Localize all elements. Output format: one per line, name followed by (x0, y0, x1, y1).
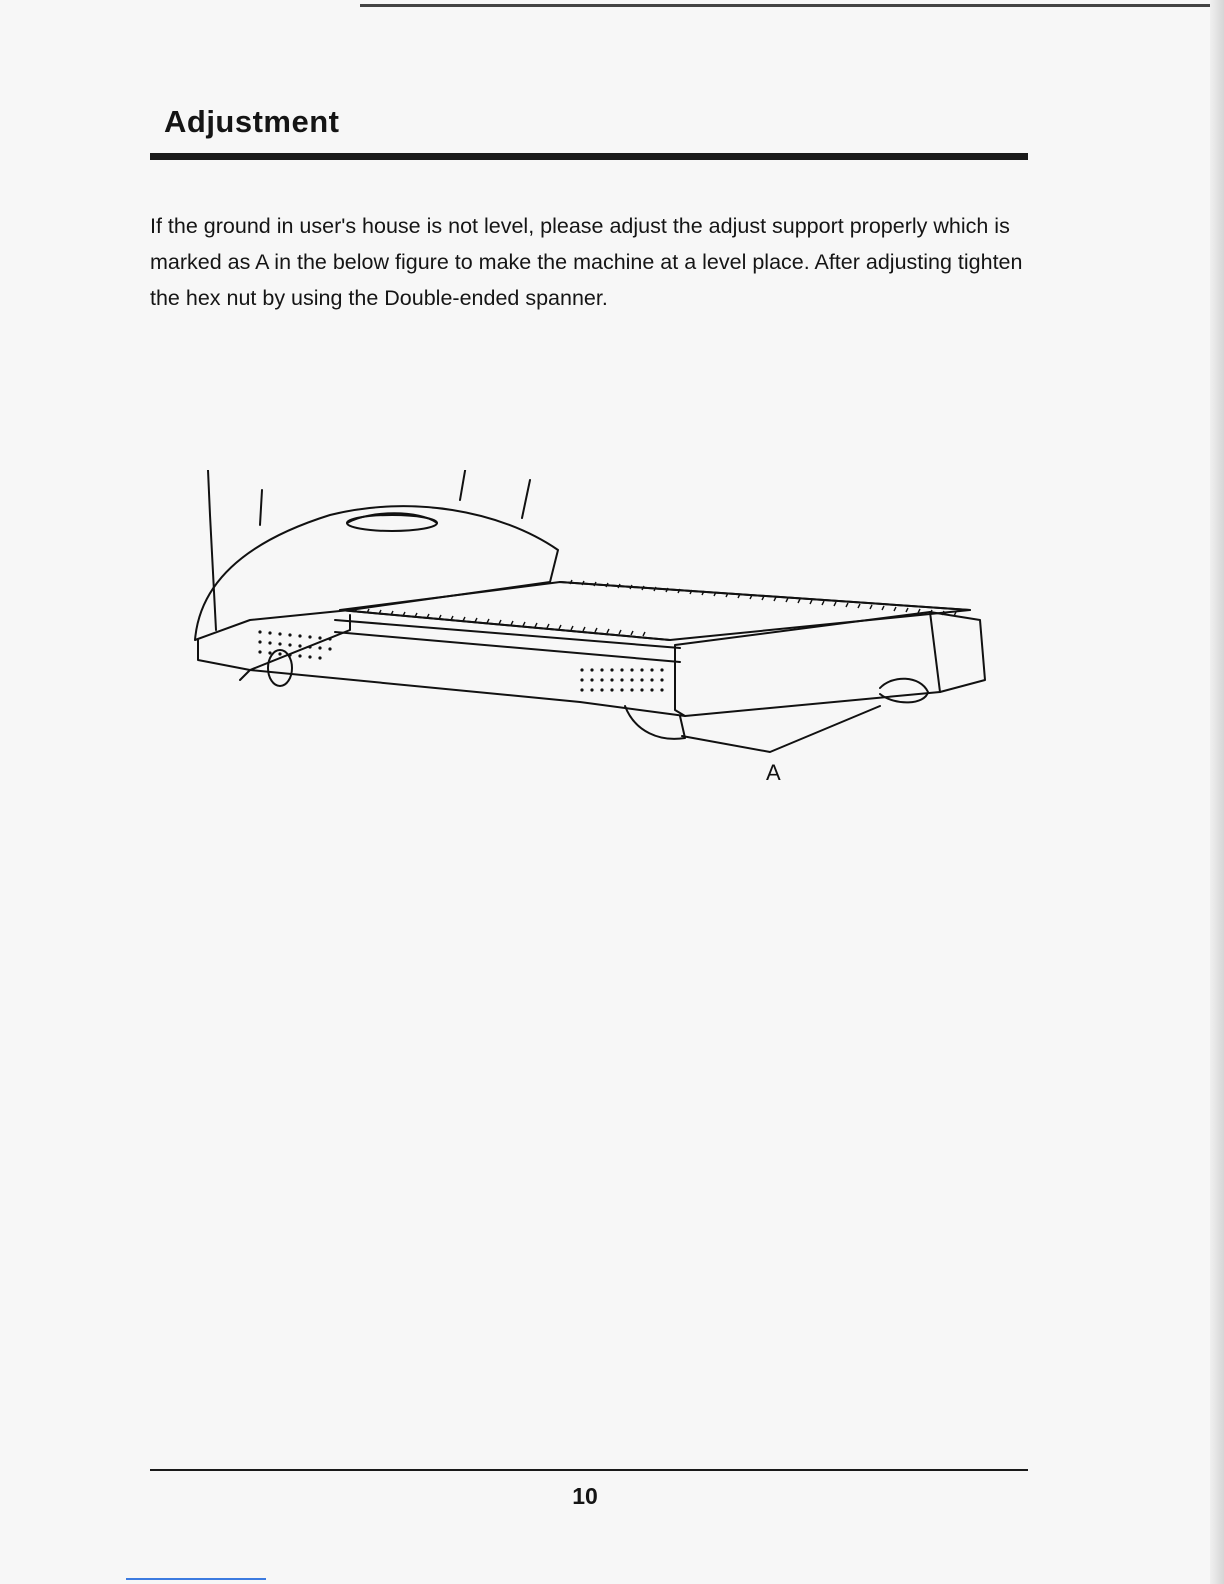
title-divider (150, 153, 1028, 160)
vent-grille-left (258, 630, 331, 659)
base-frame-left (198, 615, 350, 670)
upright-post-rail (260, 470, 530, 525)
rear-roller (880, 679, 928, 703)
callout-label-a: A (766, 760, 781, 785)
running-deck (340, 582, 970, 640)
instruction-paragraph: If the ground in user's house is not level, please adjust the adjust support properly which is marked as A in the below figure to make the machine at a level place. After adjusting tighten the hex nut by using the Double-ended spanner. (150, 214, 1023, 310)
vent-grille-right (580, 668, 663, 691)
page-title: Adjustment (164, 104, 340, 139)
belt-edge-back (560, 582, 970, 610)
frame-bottom (250, 670, 685, 716)
treadmill-illustration (180, 470, 1000, 810)
upright-post-left (208, 470, 216, 630)
side-rail-top (335, 620, 680, 648)
scan-top-edge (360, 4, 1224, 7)
motor-hood (195, 506, 558, 640)
belt-texture (355, 580, 956, 636)
scan-bottom-mark (126, 1578, 266, 1580)
end-cap (675, 612, 985, 716)
footer-divider (150, 1469, 1028, 1471)
scan-right-edge (1210, 0, 1224, 1584)
page-number: 10 (572, 1483, 598, 1509)
